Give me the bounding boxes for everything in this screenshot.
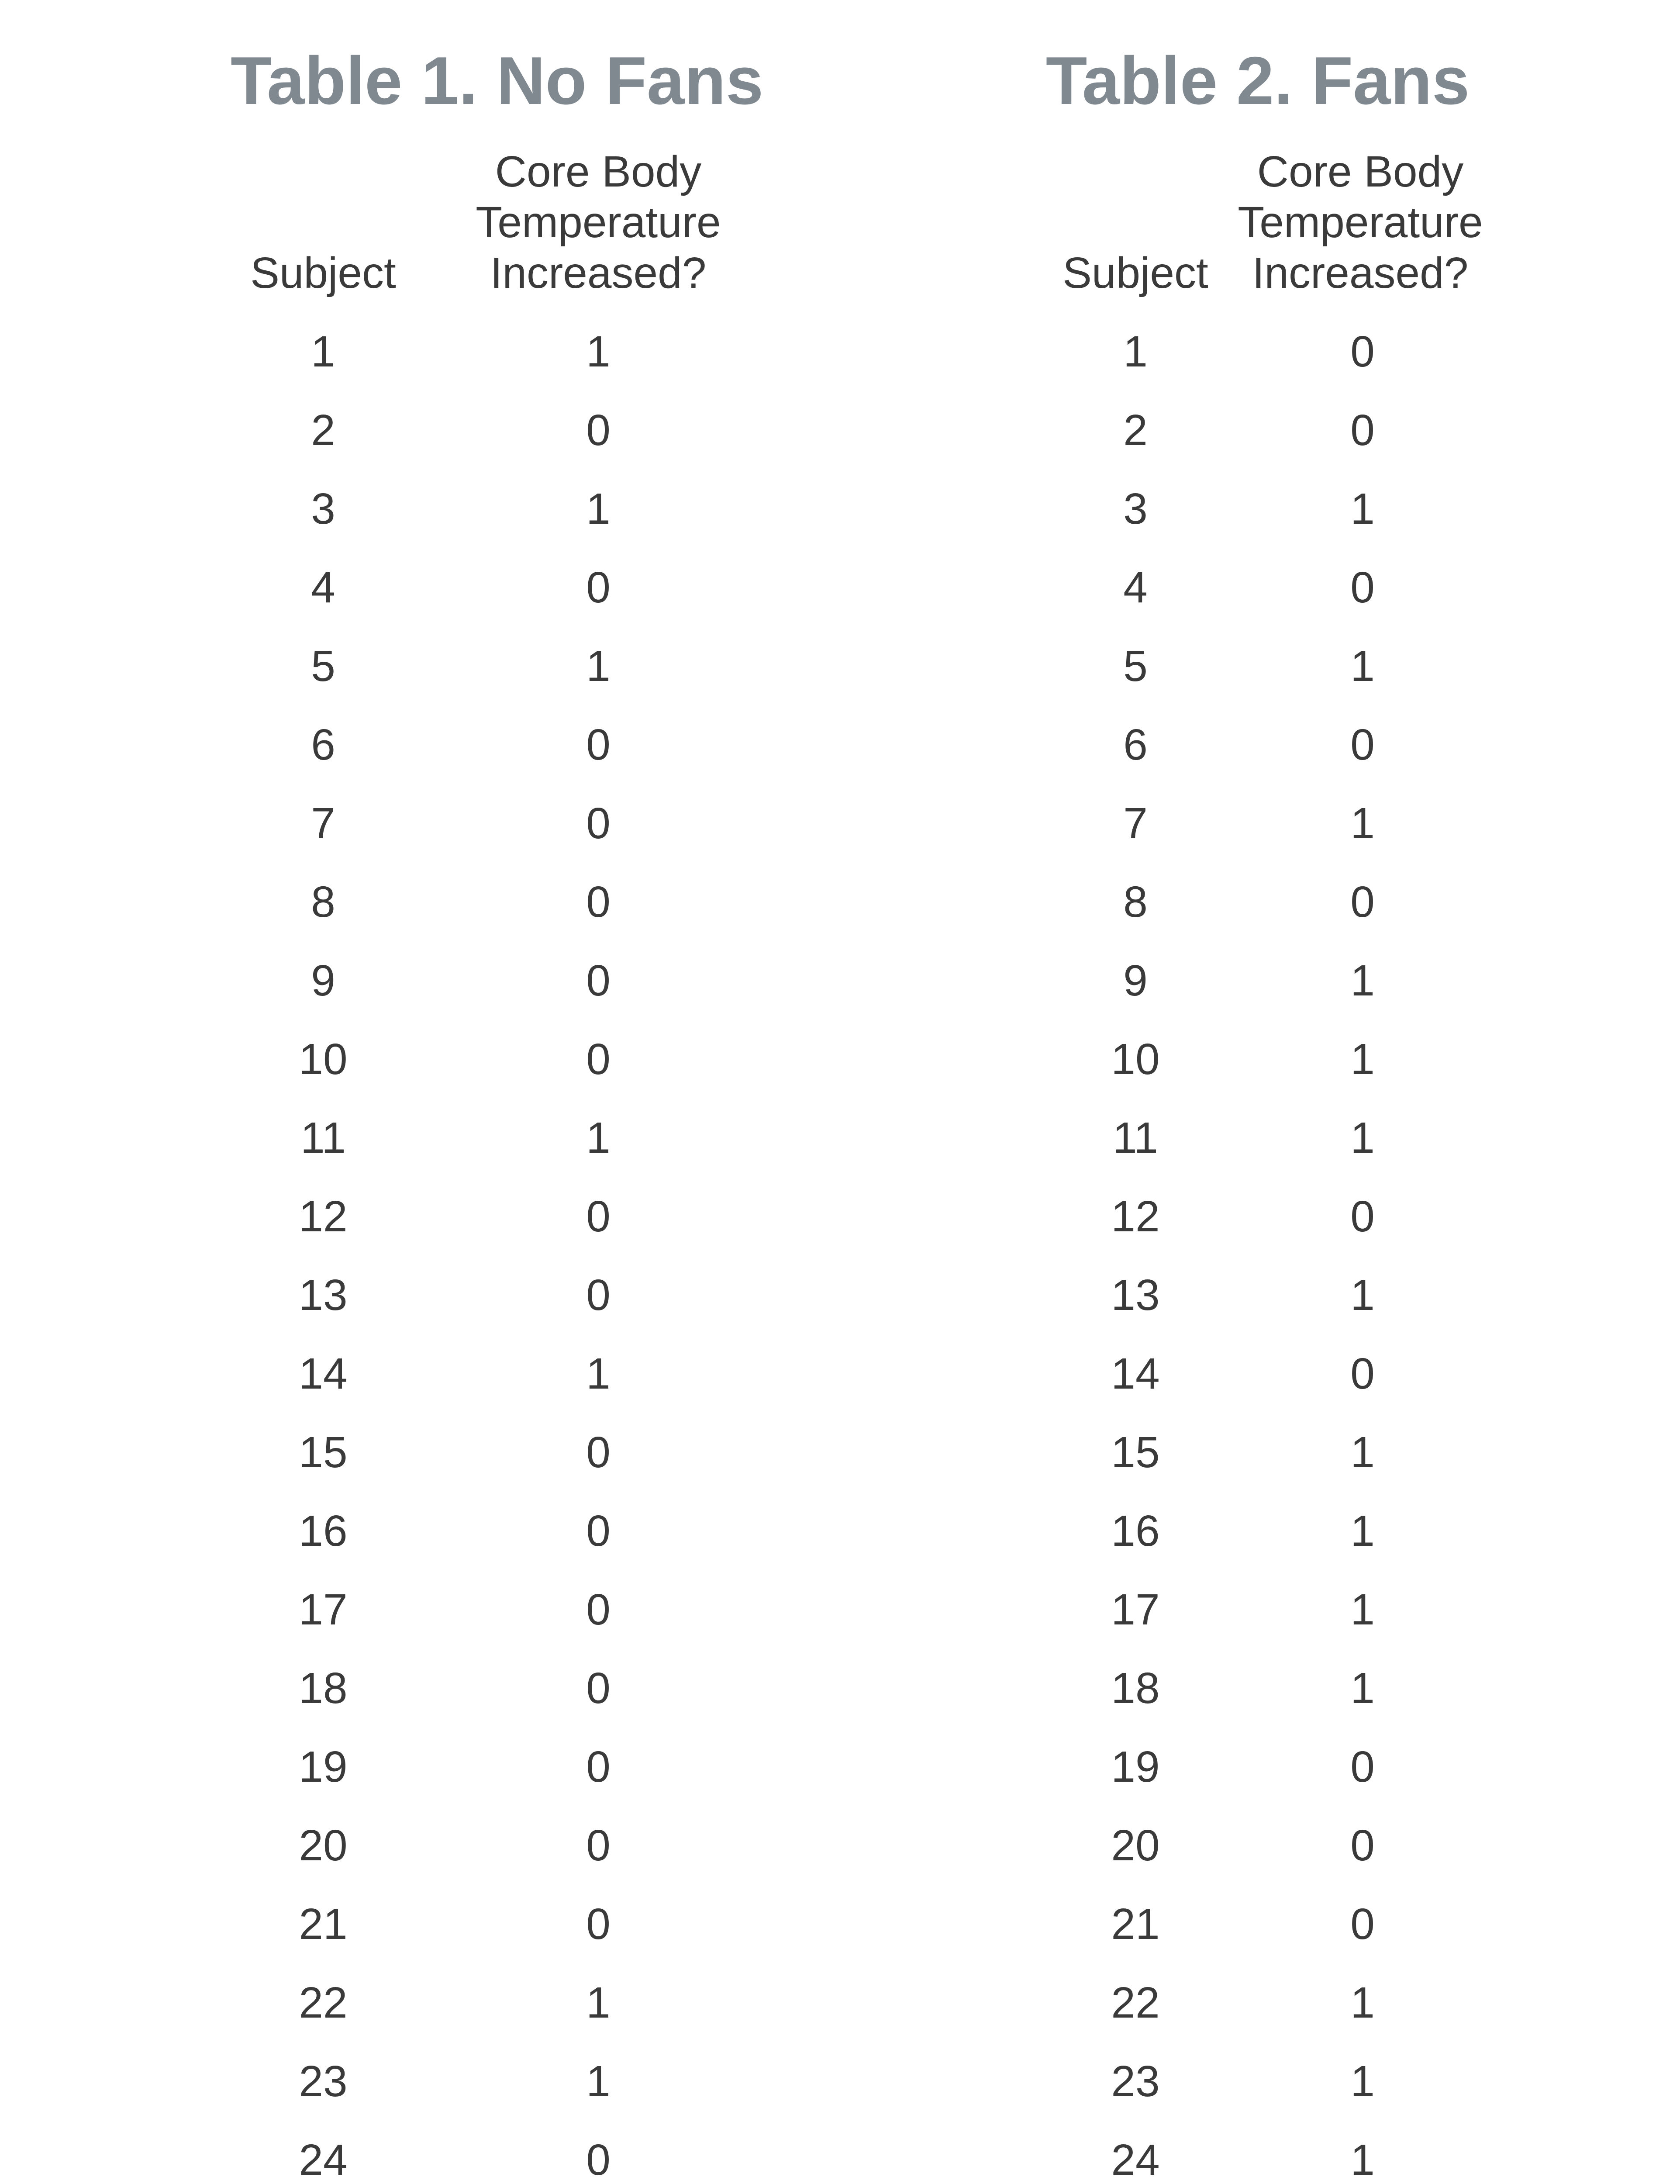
table-1-subject-cell: 3	[311, 484, 335, 533]
table-2-temp-cell: 0	[1350, 1349, 1375, 1398]
table-1-temp-cell: 1	[586, 1349, 611, 1398]
table-1-temp-cell: 1	[586, 1113, 611, 1162]
table-1-subject-cell: 5	[311, 642, 335, 691]
table-2-temp-cell: 0	[1350, 1821, 1375, 1870]
table-1-temp-cell: 0	[586, 563, 611, 612]
table-1-subject-cell: 4	[311, 563, 335, 612]
table-2-temp-header-line-1: Core Body	[1257, 147, 1464, 196]
table-2-subject-cell: 20	[1111, 1821, 1160, 1870]
table-1-subject-cell: 24	[299, 2136, 348, 2184]
table-2-temp-header-line-3: Increased?	[1252, 249, 1469, 297]
table-1-temp-header-line-3: Increased?	[490, 249, 707, 297]
table-2-subject-cell: 24	[1111, 2136, 1160, 2184]
table-1-subject-cell: 12	[299, 1192, 348, 1241]
table-2-temp-cell: 1	[1350, 642, 1375, 691]
table-1-temp-cell: 0	[586, 1742, 611, 1791]
table-1-temp-cell: 0	[586, 1664, 611, 1713]
table-2-subject-cell: 11	[1113, 1113, 1158, 1162]
table-1-subject-cell: 15	[299, 1428, 348, 1477]
table-1-temp-cell: 0	[586, 1192, 611, 1241]
table-2-temp-cell: 0	[1350, 1192, 1375, 1241]
table-1-temp-cell: 1	[586, 1978, 611, 2027]
table-1-subject-cell: 16	[299, 1507, 348, 1555]
table-2-subject-cell: 19	[1111, 1742, 1160, 1791]
table-1-subject-cell: 17	[299, 1585, 348, 1634]
table-2-temp-cell: 1	[1350, 956, 1375, 1005]
table-1-subject-cell: 13	[299, 1271, 348, 1320]
table-1-temp-cell: 0	[586, 878, 611, 926]
table-2-subject-cell: 9	[1123, 956, 1148, 1005]
table-2-temp-cell: 1	[1350, 2136, 1375, 2184]
table-1-subject-header	[218, 248, 428, 298]
table-1-temp-cell: 1	[586, 327, 611, 376]
table-2-subject-cell: 5	[1123, 642, 1148, 691]
table-2-subject-cell: 12	[1111, 1192, 1160, 1241]
table-2-subject-cell: 17	[1111, 1585, 1160, 1634]
table-1-subject-cell: 19	[299, 1742, 348, 1791]
table-2-temp-header	[1212, 146, 1509, 298]
table-1-subject-cell: 7	[311, 799, 335, 848]
table-2-subject-cell: 14	[1111, 1349, 1160, 1398]
table-2-subject-cell: 4	[1123, 563, 1148, 612]
table-2-subject-cell: 8	[1123, 878, 1148, 926]
table-2-temp-cell: 1	[1350, 2057, 1375, 2106]
table-2-temp-cell: 1	[1350, 1507, 1375, 1555]
table-2-subject-cell: 1	[1123, 327, 1148, 376]
table-1-temp-header-line-1: Core Body	[495, 147, 702, 196]
table-1-subject-cell: 8	[311, 878, 335, 926]
table-1-temp-cell: 1	[586, 484, 611, 533]
table-1-temp-cell: 0	[586, 799, 611, 848]
table-1-temp-cell: 0	[586, 1900, 611, 1949]
table-1-subject-cell: 14	[299, 1349, 348, 1398]
table-2-temp-cell: 1	[1350, 1664, 1375, 1713]
table-1-temp-header	[450, 146, 747, 298]
table-1-temp-cell: 0	[586, 1035, 611, 1084]
table-2-temp-cell: 1	[1350, 484, 1375, 533]
table-2-temp-cell: 1	[1350, 1271, 1375, 1320]
table-2-title: Table 2. Fans	[1045, 43, 1470, 118]
table-1-subject-cell: 10	[299, 1035, 348, 1084]
table-1-subject-cell: 18	[299, 1664, 348, 1713]
table-2-subject-cell: 13	[1111, 1271, 1160, 1320]
table-1-temp-cell: 0	[586, 956, 611, 1005]
table-2-subject-cell: 18	[1111, 1664, 1160, 1713]
table-1-temp-header-line-2: Temperature	[476, 198, 721, 247]
table-2-subject-cell: 2	[1123, 406, 1148, 455]
table-1-subject-cell: 23	[299, 2057, 348, 2106]
table-1-subject-cell: 21	[299, 1900, 348, 1949]
table-1-subject-cell: 22	[299, 1978, 348, 2027]
table-2-temp-cell: 0	[1350, 327, 1375, 376]
table-2-temp-cell: 0	[1350, 878, 1375, 926]
table-1-temp-cell: 1	[586, 642, 611, 691]
table-1-temp-cell: 0	[586, 406, 611, 455]
table-1-subject-cell: 1	[311, 327, 335, 376]
table-2-temp-cell: 0	[1350, 1900, 1375, 1949]
table-2-temp-cell: 1	[1350, 1035, 1375, 1084]
table-2-temp-cell: 0	[1350, 563, 1375, 612]
table-2-subject-header	[1031, 248, 1240, 298]
table-1-subject-header-label: Subject	[250, 249, 396, 297]
table-2-temp-cell: 1	[1350, 1978, 1375, 2027]
table-1-temp-cell: 0	[586, 1821, 611, 1870]
table-1-title: Table 1. No Fans	[231, 43, 764, 118]
table-2-subject-cell: 23	[1111, 2057, 1160, 2106]
table-1-subject-cell: 20	[299, 1821, 348, 1870]
table-1-subject-cell: 9	[311, 956, 335, 1005]
table-1-temp-cell: 0	[586, 2136, 611, 2184]
table-1-temp-cell: 0	[586, 720, 611, 769]
table-1-temp-cell: 1	[586, 2057, 611, 2106]
table-2-subject-cell: 15	[1111, 1428, 1160, 1477]
table-1-temp-cell: 0	[586, 1428, 611, 1477]
table-2-subject-cell: 7	[1123, 799, 1148, 848]
table-2-temp-cell: 0	[1350, 1742, 1375, 1791]
table-1-temp-cell: 0	[586, 1507, 611, 1555]
table-2-subject-cell: 22	[1111, 1978, 1160, 2027]
table-2-subject-header-label: Subject	[1063, 249, 1208, 297]
table-1-temp-cell: 0	[586, 1271, 611, 1320]
table-2-temp-cell: 1	[1350, 1113, 1375, 1162]
table-2-temp-cell: 1	[1350, 1585, 1375, 1634]
table-1-subject-cell: 6	[311, 720, 335, 769]
table-2-temp-cell: 0	[1350, 720, 1375, 769]
table-2-temp-header-line-2: Temperature	[1238, 198, 1483, 247]
table-2-temp-cell: 1	[1350, 799, 1375, 848]
table-2-subject-cell: 3	[1123, 484, 1148, 533]
table-2-subject-cell: 10	[1111, 1035, 1160, 1084]
table-2-temp-cell: 1	[1350, 1428, 1375, 1477]
table-2-subject-cell: 16	[1111, 1507, 1160, 1555]
table-1-subject-cell: 2	[311, 406, 335, 455]
table-1-subject-cell: 11	[300, 1113, 346, 1162]
table-1-temp-cell: 0	[586, 1585, 611, 1634]
table-2-temp-cell: 0	[1350, 406, 1375, 455]
table-2-subject-cell: 21	[1111, 1900, 1160, 1949]
table-2-subject-cell: 6	[1123, 720, 1148, 769]
